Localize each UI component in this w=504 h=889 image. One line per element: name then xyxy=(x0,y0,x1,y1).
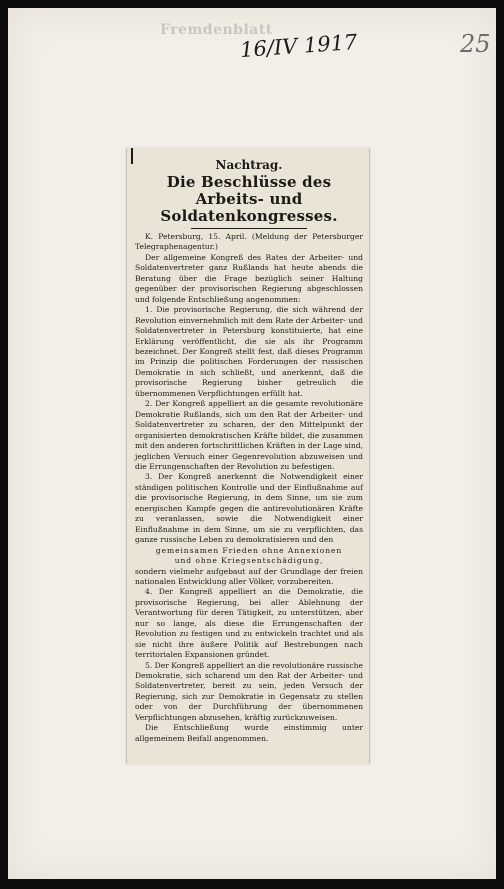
handwritten-date: 16/IV 1917 xyxy=(239,29,359,63)
column-rule-mark xyxy=(131,148,133,164)
article-body xyxy=(135,232,363,744)
headline-line-2: Soldatenkongresses. xyxy=(160,207,338,225)
closing-paragraph: Die Entschließung wurde einstimmig unter allgemeinem Beifall angenommen. xyxy=(135,723,363,743)
resolution-point-5: 5. Der Kongreß appelliert an die revolutionäre russische Demokratie, sich scharend um den Rat der Arbeiter- und Soldatenvertreter, bereit zu sein, jeden Versuch der Regierung, sich zur Demokratie in Gegensatz zu stellen oder von der Durchführung der übernommenen Verpflichtungen abzusehen, kräftig zurückzuweisen. xyxy=(135,660,363,722)
newspaper-name-stamp: Fremdenblatt xyxy=(160,22,273,38)
headline-rule xyxy=(191,228,307,229)
newspaper-clipping xyxy=(126,148,370,764)
resolution-point-3-continued: sondern vielmehr aufgebaut auf der Grundlage der freien nationalen Entwicklung aller Völker, vorzubereiten. xyxy=(135,566,363,586)
headline xyxy=(135,174,363,225)
kicker: Nachtrag. xyxy=(215,158,283,172)
resolution-point-3: 3. Der Kongreß anerkennt die Notwendigkeit einer ständigen politischen Kontrolle und der Einflußnahme auf die provisorische Regierung, in dem Sinne, um sie zum energischen Kampfe gegen die antirevolutionären Kräfte zu veranlassen, sowie die Notwendigkeit einer Einflußnahme in dem Sinne, um sie zu verpflichten, das ganze russische Leben zu demokratisieren und den xyxy=(135,472,363,545)
emphasis-line-2: und ohne Kriegsentschädigung, xyxy=(174,556,324,566)
intro-paragraph: Der allgemeine Kongreß des Rates der Arbeiter- und Soldatenvertreter ganz Rußlands hat heute abends die Beratung über die Frage bezüglich seiner Haltung gegenüber der provisorischen Regierung abgeschlossen und folgende Entschließung angenommen: xyxy=(135,252,363,304)
emphasis-line-1: gemeinsamen Frieden ohne Annexionen xyxy=(155,545,343,555)
resolution-point-1: 1. Die provisorische Regierung, die sich während der Revolution einvernehmlich mit dem Rate der Arbeiter- und Soldatenvertreter in Petersburg konstituierte, hat eine Erklärung veröffentlicht, die sie als ihr Programm bezeichnet. Der Kongreß stellt fest, daß dieses Programm im Prinzip die politischen Forderungen der russischen Demokratie in sich schließt, und anerkennt, daß die provisorische Regierung bisher getreulich die übernommenen Verpflichtungen erfüllt hat. xyxy=(135,305,363,398)
headline-line-1: Die Beschlüsse des Arbeits- und xyxy=(166,173,332,208)
dateline-paragraph: K. Petersburg, 15. April. (Meldung der Petersburger Telegraphenagentur.) xyxy=(135,232,363,252)
resolution-point-2: 2. Der Kongreß appelliert an die gesamte revolutionäre Demokratie Rußlands, sich um den Rat der Arbeiter- und Soldatenvertreter zu scharen, der den Mittelpunkt der organisierten demokratischen Kräfte bildet, die zusammen mit den anderen fortschrittlichen Kräften in der Lage sind, jeglichen Versuch einer Gegenrevolution abzuweisen und die Errungenschaften der Revolution zu befestigen. xyxy=(135,399,363,471)
folio-number: 25 xyxy=(460,30,491,58)
resolution-point-4: 4. Der Kongreß appelliert an die Demokratie, die provisorische Regierung, bei aller Ablehnung der Verantwortung für deren Tätigkeit, zu unterstützen, aber nur so lange, als diese die Errungenschaften der Revolution zu festigen und zu entwickeln trachtet und als sie nicht ihre äußere Politik auf Bestrebungen nach territorialen Expansionen gründet. xyxy=(135,587,363,660)
